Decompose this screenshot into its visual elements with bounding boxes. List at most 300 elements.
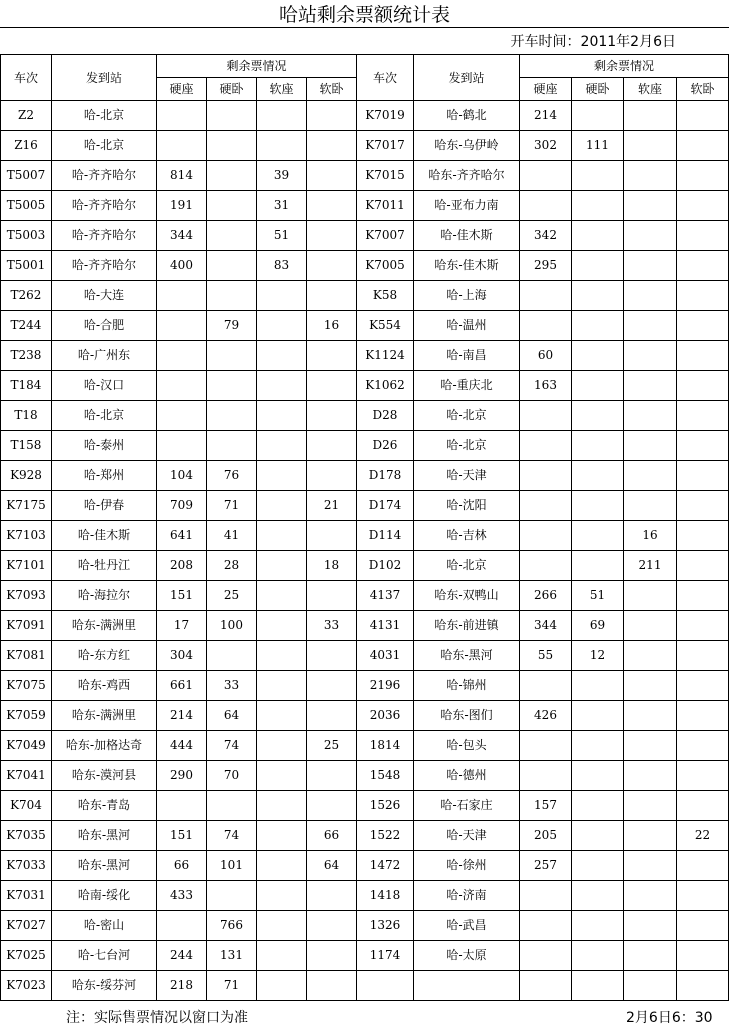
left-train-cell: K7033 [1, 851, 52, 881]
right-soft-seat-cell [624, 311, 677, 341]
right-train-cell: 4131 [357, 611, 414, 641]
right-soft-seat-cell [624, 131, 677, 161]
right-soft-seat-cell [624, 401, 677, 431]
left-hard-seat-cell: 151 [157, 821, 207, 851]
table-row [1, 221, 729, 251]
table-row [1, 431, 729, 461]
right-hard-sleeper-cell [572, 431, 624, 461]
left-hard-sleeper-cell: 33 [207, 671, 257, 701]
right-station-cell: 哈-天津 [414, 461, 520, 491]
right-hard-seat-cell: 295 [520, 251, 572, 281]
right-soft-sleeper-cell [677, 341, 729, 371]
left-train-cell: K7081 [1, 641, 52, 671]
header-soft-seat-left: 软座 [257, 78, 307, 101]
right-train-cell: K58 [357, 281, 414, 311]
right-station-cell: 哈-济南 [414, 881, 520, 911]
left-hard-sleeper-cell: 25 [207, 581, 257, 611]
left-soft-seat-cell [257, 611, 307, 641]
left-hard-sleeper-cell [207, 401, 257, 431]
left-hard-sleeper-cell [207, 791, 257, 821]
table-body [1, 101, 729, 1001]
right-hard-seat-cell [520, 971, 572, 1001]
right-hard-seat-cell [520, 671, 572, 701]
left-hard-seat-cell: 244 [157, 941, 207, 971]
right-train-cell: K554 [357, 311, 414, 341]
right-soft-seat-cell [624, 221, 677, 251]
left-station-cell: 哈东-黑河 [52, 821, 157, 851]
left-station-cell: 哈-北京 [52, 131, 157, 161]
departure-date: 开车时间：2011年2月6日 [510, 34, 676, 50]
right-soft-sleeper-cell [677, 611, 729, 641]
right-soft-seat-cell [624, 191, 677, 221]
left-hard-seat-cell [157, 401, 207, 431]
left-hard-seat-cell: 66 [157, 851, 207, 881]
right-soft-seat-cell [624, 791, 677, 821]
right-hard-seat-cell: 55 [520, 641, 572, 671]
left-hard-sleeper-cell: 100 [207, 611, 257, 641]
left-soft-seat-cell: 31 [257, 191, 307, 221]
right-hard-sleeper-cell [572, 251, 624, 281]
left-soft-sleeper-cell [307, 971, 357, 1001]
left-train-cell: K7075 [1, 671, 52, 701]
right-train-cell: 1472 [357, 851, 414, 881]
left-hard-sleeper-cell: 71 [207, 971, 257, 1001]
right-hard-seat-cell [520, 551, 572, 581]
right-soft-sleeper-cell [677, 191, 729, 221]
left-soft-sleeper-cell [307, 671, 357, 701]
right-soft-seat-cell [624, 491, 677, 521]
left-station-cell: 哈-佳木斯 [52, 521, 157, 551]
right-train-cell: 1526 [357, 791, 414, 821]
left-soft-sleeper-cell [307, 461, 357, 491]
left-station-cell: 哈-密山 [52, 911, 157, 941]
left-train-cell: T5003 [1, 221, 52, 251]
right-train-cell: D26 [357, 431, 414, 461]
left-soft-sleeper-cell [307, 251, 357, 281]
left-soft-sleeper-cell [307, 911, 357, 941]
right-hard-sleeper-cell [572, 191, 624, 221]
right-hard-sleeper-cell [572, 731, 624, 761]
left-train-cell: Z2 [1, 101, 52, 131]
right-hard-seat-cell: 344 [520, 611, 572, 641]
table-row [1, 161, 729, 191]
left-hard-seat-cell: 814 [157, 161, 207, 191]
left-train-cell: K7049 [1, 731, 52, 761]
left-train-cell: Z16 [1, 131, 52, 161]
table-row [1, 491, 729, 521]
table-row [1, 191, 729, 221]
right-soft-seat-cell [624, 851, 677, 881]
left-train-cell: T5007 [1, 161, 52, 191]
left-soft-sleeper-cell [307, 401, 357, 431]
left-station-cell: 哈-东方红 [52, 641, 157, 671]
left-soft-seat-cell [257, 581, 307, 611]
right-soft-sleeper-cell [677, 221, 729, 251]
right-train-cell: 1548 [357, 761, 414, 791]
left-soft-sleeper-cell: 21 [307, 491, 357, 521]
left-hard-seat-cell: 304 [157, 641, 207, 671]
right-hard-seat-cell: 205 [520, 821, 572, 851]
right-hard-sleeper-cell [572, 461, 624, 491]
left-hard-seat-cell: 17 [157, 611, 207, 641]
left-train-cell: T5001 [1, 251, 52, 281]
right-soft-sleeper-cell [677, 371, 729, 401]
right-station-cell: 哈-沈阳 [414, 491, 520, 521]
left-train-cell: K7103 [1, 521, 52, 551]
table-row [1, 281, 729, 311]
right-soft-seat-cell [624, 461, 677, 491]
left-soft-seat-cell: 83 [257, 251, 307, 281]
header-station-right: 发到站 [414, 55, 520, 101]
header-hard-sleeper-left: 硬卧 [207, 78, 257, 101]
left-soft-sleeper-cell [307, 371, 357, 401]
right-train-cell [357, 971, 414, 1001]
right-soft-seat-cell [624, 101, 677, 131]
left-soft-sleeper-cell: 64 [307, 851, 357, 881]
right-hard-seat-cell [520, 161, 572, 191]
left-station-cell: 哈-齐齐哈尔 [52, 221, 157, 251]
table-row [1, 371, 729, 401]
table-row [1, 521, 729, 551]
left-station-cell: 哈-泰州 [52, 431, 157, 461]
left-hard-sleeper-cell [207, 881, 257, 911]
left-hard-sleeper-cell: 76 [207, 461, 257, 491]
right-hard-sleeper-cell: 51 [572, 581, 624, 611]
left-soft-seat-cell [257, 551, 307, 581]
left-train-cell: K7025 [1, 941, 52, 971]
right-hard-seat-cell: 266 [520, 581, 572, 611]
left-soft-sleeper-cell [307, 131, 357, 161]
right-soft-sleeper-cell [677, 101, 729, 131]
left-station-cell: 哈-广州东 [52, 341, 157, 371]
sheet-title: 哈站剩余票额统计表 [0, 0, 729, 28]
table-row [1, 311, 729, 341]
left-soft-sleeper-cell [307, 791, 357, 821]
left-station-cell: 哈-北京 [52, 101, 157, 131]
table-row [1, 251, 729, 281]
right-hard-sleeper-cell [572, 341, 624, 371]
left-hard-sleeper-cell: 70 [207, 761, 257, 791]
left-hard-sleeper-cell [207, 251, 257, 281]
right-hard-seat-cell: 342 [520, 221, 572, 251]
right-soft-sleeper-cell: 22 [677, 821, 729, 851]
header-hard-sleeper-right: 硬卧 [572, 78, 624, 101]
left-soft-sleeper-cell [307, 341, 357, 371]
left-hard-seat-cell: 641 [157, 521, 207, 551]
left-hard-sleeper-cell [207, 131, 257, 161]
right-train-cell: 4137 [357, 581, 414, 611]
right-hard-sleeper-cell [572, 941, 624, 971]
right-hard-seat-cell [520, 401, 572, 431]
right-soft-sleeper-cell [677, 581, 729, 611]
right-soft-seat-cell [624, 881, 677, 911]
table-row [1, 701, 729, 731]
right-hard-seat-cell: 257 [520, 851, 572, 881]
right-soft-seat-cell [624, 611, 677, 641]
left-soft-sleeper-cell [307, 941, 357, 971]
left-soft-seat-cell [257, 401, 307, 431]
left-hard-sleeper-cell [207, 191, 257, 221]
right-train-cell: 2036 [357, 701, 414, 731]
left-station-cell: 哈-齐齐哈尔 [52, 191, 157, 221]
right-soft-seat-cell: 16 [624, 521, 677, 551]
left-soft-seat-cell [257, 701, 307, 731]
table-row [1, 851, 729, 881]
left-hard-sleeper-cell: 41 [207, 521, 257, 551]
right-station-cell: 哈-包头 [414, 731, 520, 761]
right-train-cell: 1418 [357, 881, 414, 911]
right-hard-seat-cell: 426 [520, 701, 572, 731]
right-train-cell: K7019 [357, 101, 414, 131]
table-row [1, 581, 729, 611]
header-station-left: 发到站 [52, 55, 157, 101]
right-soft-seat-cell [624, 371, 677, 401]
right-soft-sleeper-cell [677, 521, 729, 551]
left-hard-seat-cell: 661 [157, 671, 207, 701]
left-soft-sleeper-cell [307, 221, 357, 251]
right-soft-sleeper-cell [677, 641, 729, 671]
right-hard-seat-cell: 163 [520, 371, 572, 401]
left-hard-seat-cell [157, 131, 207, 161]
left-hard-seat-cell [157, 911, 207, 941]
right-soft-sleeper-cell [677, 971, 729, 1001]
left-train-cell: K7101 [1, 551, 52, 581]
left-soft-sleeper-cell [307, 881, 357, 911]
left-soft-seat-cell [257, 641, 307, 671]
left-hard-seat-cell: 344 [157, 221, 207, 251]
left-station-cell: 哈-七台河 [52, 941, 157, 971]
left-hard-seat-cell: 214 [157, 701, 207, 731]
left-soft-sleeper-cell [307, 521, 357, 551]
left-hard-sleeper-cell [207, 281, 257, 311]
left-soft-sleeper-cell: 18 [307, 551, 357, 581]
left-train-cell: T244 [1, 311, 52, 341]
right-soft-seat-cell [624, 581, 677, 611]
left-station-cell: 哈东-黑河 [52, 851, 157, 881]
right-hard-seat-cell [520, 761, 572, 791]
left-station-cell: 哈-合肥 [52, 311, 157, 341]
left-train-cell: T238 [1, 341, 52, 371]
left-hard-sleeper-cell: 28 [207, 551, 257, 581]
right-hard-sleeper-cell [572, 281, 624, 311]
header-soft-seat-right: 软座 [624, 78, 677, 101]
table-row [1, 641, 729, 671]
right-station-cell: 哈东-双鸭山 [414, 581, 520, 611]
left-soft-seat-cell [257, 521, 307, 551]
right-station-cell: 哈东-图们 [414, 701, 520, 731]
right-hard-sleeper-cell [572, 791, 624, 821]
right-hard-seat-cell [520, 461, 572, 491]
footer-time: 2月6日6：30 [626, 1010, 713, 1026]
right-hard-seat-cell [520, 431, 572, 461]
right-station-cell: 哈东-前进镇 [414, 611, 520, 641]
right-station-cell: 哈东-黑河 [414, 641, 520, 671]
left-train-cell: T262 [1, 281, 52, 311]
right-soft-sleeper-cell [677, 791, 729, 821]
right-hard-sleeper-cell [572, 911, 624, 941]
right-train-cell: 4031 [357, 641, 414, 671]
table-row [1, 611, 729, 641]
left-hard-seat-cell [157, 101, 207, 131]
right-soft-sleeper-cell [677, 671, 729, 701]
left-soft-seat-cell [257, 851, 307, 881]
left-hard-sleeper-cell: 74 [207, 731, 257, 761]
footer-note: 注：实际售票情况以窗口为准 [66, 1010, 248, 1026]
right-station-cell: 哈-佳木斯 [414, 221, 520, 251]
right-train-cell: D114 [357, 521, 414, 551]
left-train-cell: K7041 [1, 761, 52, 791]
left-soft-seat-cell: 51 [257, 221, 307, 251]
left-station-cell: 哈-郑州 [52, 461, 157, 491]
right-train-cell: K7015 [357, 161, 414, 191]
left-soft-sleeper-cell [307, 701, 357, 731]
left-train-cell: K7023 [1, 971, 52, 1001]
left-hard-sleeper-cell [207, 161, 257, 191]
right-soft-seat-cell [624, 281, 677, 311]
left-soft-seat-cell [257, 791, 307, 821]
left-soft-seat-cell [257, 461, 307, 491]
right-station-cell: 哈东-乌伊岭 [414, 131, 520, 161]
right-station-cell: 哈东-齐齐哈尔 [414, 161, 520, 191]
left-station-cell: 哈-牡丹江 [52, 551, 157, 581]
left-hard-seat-cell [157, 311, 207, 341]
right-train-cell: K7017 [357, 131, 414, 161]
right-hard-sleeper-cell [572, 671, 624, 701]
header-train-right: 车次 [357, 55, 414, 101]
table-row [1, 341, 729, 371]
header-soft-sleeper-right: 软卧 [677, 78, 729, 101]
right-soft-seat-cell [624, 431, 677, 461]
right-soft-seat-cell [624, 821, 677, 851]
left-hard-seat-cell: 208 [157, 551, 207, 581]
left-hard-sleeper-cell [207, 431, 257, 461]
left-soft-sleeper-cell [307, 161, 357, 191]
table-row [1, 731, 729, 761]
right-hard-sleeper-cell [572, 761, 624, 791]
table-row [1, 131, 729, 161]
right-soft-seat-cell [624, 701, 677, 731]
left-soft-sleeper-cell [307, 581, 357, 611]
left-train-cell: T5005 [1, 191, 52, 221]
left-station-cell: 哈东-青岛 [52, 791, 157, 821]
right-station-cell: 哈-鹤北 [414, 101, 520, 131]
header-hard-seat-left: 硬座 [157, 78, 207, 101]
left-hard-sleeper-cell [207, 341, 257, 371]
right-station-cell: 哈-温州 [414, 311, 520, 341]
right-hard-seat-cell: 214 [520, 101, 572, 131]
table-row [1, 461, 729, 491]
right-station-cell: 哈-上海 [414, 281, 520, 311]
right-hard-seat-cell [520, 191, 572, 221]
left-hard-seat-cell [157, 281, 207, 311]
right-hard-sleeper-cell [572, 521, 624, 551]
right-soft-sleeper-cell [677, 311, 729, 341]
left-soft-seat-cell [257, 881, 307, 911]
right-soft-seat-cell [624, 641, 677, 671]
left-soft-seat-cell [257, 671, 307, 701]
right-soft-seat-cell [624, 731, 677, 761]
left-hard-seat-cell [157, 431, 207, 461]
left-station-cell: 哈-大连 [52, 281, 157, 311]
right-soft-sleeper-cell [677, 941, 729, 971]
left-train-cell: K7175 [1, 491, 52, 521]
table-row [1, 971, 729, 1001]
right-train-cell: 1174 [357, 941, 414, 971]
right-station-cell: 哈-德州 [414, 761, 520, 791]
left-soft-sleeper-cell [307, 101, 357, 131]
left-soft-sleeper-cell [307, 281, 357, 311]
left-train-cell: K7091 [1, 611, 52, 641]
right-hard-sleeper-cell: 69 [572, 611, 624, 641]
right-station-cell: 哈-吉林 [414, 521, 520, 551]
left-soft-sleeper-cell [307, 191, 357, 221]
left-station-cell: 哈南-绥化 [52, 881, 157, 911]
right-station-cell: 哈-重庆北 [414, 371, 520, 401]
left-soft-seat-cell [257, 971, 307, 1001]
header-hard-seat-right: 硬座 [520, 78, 572, 101]
table-row [1, 911, 729, 941]
left-hard-seat-cell: 290 [157, 761, 207, 791]
right-hard-seat-cell: 302 [520, 131, 572, 161]
right-station-cell: 哈-北京 [414, 431, 520, 461]
left-soft-seat-cell [257, 941, 307, 971]
right-train-cell: K7007 [357, 221, 414, 251]
right-hard-sleeper-cell: 111 [572, 131, 624, 161]
left-station-cell: 哈-汉口 [52, 371, 157, 401]
left-station-cell: 哈-齐齐哈尔 [52, 251, 157, 281]
right-soft-seat-cell [624, 911, 677, 941]
right-soft-sleeper-cell [677, 551, 729, 581]
right-station-cell: 哈-武昌 [414, 911, 520, 941]
table-row [1, 941, 729, 971]
right-station-cell: 哈-锦州 [414, 671, 520, 701]
left-soft-seat-cell [257, 491, 307, 521]
left-hard-seat-cell: 433 [157, 881, 207, 911]
table-row [1, 761, 729, 791]
left-hard-sleeper-cell [207, 371, 257, 401]
right-soft-sleeper-cell [677, 881, 729, 911]
left-train-cell: T18 [1, 401, 52, 431]
left-station-cell: 哈东-绥芬河 [52, 971, 157, 1001]
left-hard-sleeper-cell: 131 [207, 941, 257, 971]
right-train-cell: K1124 [357, 341, 414, 371]
right-hard-sleeper-cell [572, 221, 624, 251]
left-hard-sleeper-cell: 64 [207, 701, 257, 731]
left-station-cell: 哈-伊春 [52, 491, 157, 521]
right-hard-sleeper-cell [572, 371, 624, 401]
left-train-cell: K7059 [1, 701, 52, 731]
right-train-cell: D102 [357, 551, 414, 581]
right-soft-sleeper-cell [677, 461, 729, 491]
right-train-cell: D28 [357, 401, 414, 431]
left-station-cell: 哈东-满洲里 [52, 611, 157, 641]
left-hard-sleeper-cell: 101 [207, 851, 257, 881]
left-hard-sleeper-cell [207, 221, 257, 251]
right-hard-seat-cell [520, 491, 572, 521]
right-hard-seat-cell [520, 941, 572, 971]
right-soft-seat-cell [624, 161, 677, 191]
right-soft-sleeper-cell [677, 491, 729, 521]
right-hard-seat-cell [520, 911, 572, 941]
right-station-cell: 哈-亚布力南 [414, 191, 520, 221]
left-soft-sleeper-cell: 25 [307, 731, 357, 761]
left-hard-seat-cell: 104 [157, 461, 207, 491]
left-hard-seat-cell: 709 [157, 491, 207, 521]
right-hard-seat-cell [520, 311, 572, 341]
right-train-cell: K1062 [357, 371, 414, 401]
left-station-cell: 哈-海拉尔 [52, 581, 157, 611]
left-hard-seat-cell: 151 [157, 581, 207, 611]
